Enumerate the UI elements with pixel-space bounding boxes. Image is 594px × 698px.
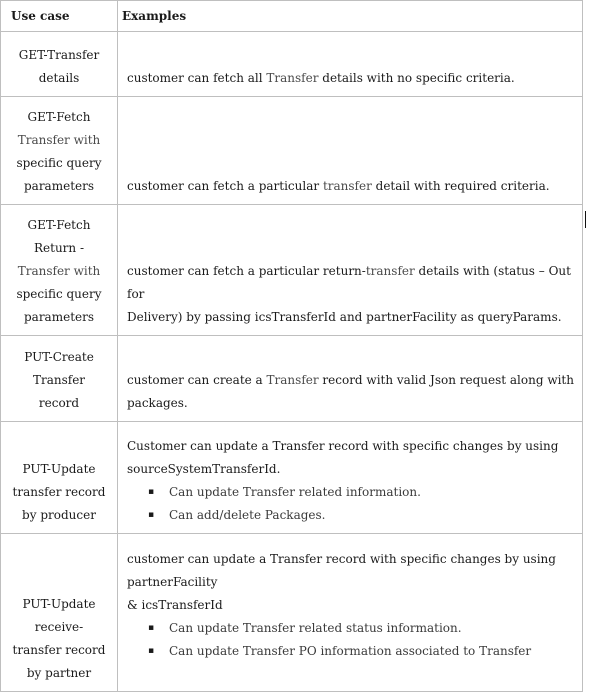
use-case-cell — [1, 32, 118, 97]
example-cell — [118, 97, 583, 205]
use-case-line: parameters — [23, 310, 95, 324]
example-line: & icsTransferId — [127, 598, 223, 612]
example-text: record with valid Json request along with packages. — [127, 373, 574, 410]
header-row — [1, 1, 583, 32]
use-case-cell — [1, 205, 118, 336]
use-case-line: GET-Fetch — [27, 218, 91, 232]
example-text: customer can fetch all — [127, 71, 267, 85]
use-case-line: specific query — [16, 156, 102, 170]
use-case-line: GET-Fetch — [27, 110, 91, 124]
use-case-line: parameters — [23, 179, 95, 193]
bullet-item: ▪ Can update Transfer PO information associated to Transfer — [169, 640, 574, 663]
use-case-line: Transfer with — [17, 264, 101, 278]
use-case-line-text: Transfer with — [17, 133, 101, 147]
table-row — [1, 534, 583, 692]
example-cell — [118, 422, 583, 534]
header-use-case: Use case — [1, 1, 118, 32]
example-highlight: transfer — [322, 179, 372, 193]
table-row — [1, 32, 583, 97]
use-case-line: Transfer — [32, 373, 86, 387]
use-case-cell — [1, 534, 118, 692]
bullet-item: ▪ Can update Transfer related information. — [169, 481, 574, 504]
example-cell — [118, 205, 583, 336]
example-line: sourceSystemTransferId. — [127, 462, 281, 476]
example-cell — [118, 32, 583, 97]
example-text: customer can create a — [127, 373, 267, 387]
use-case-line: by producer — [22, 508, 96, 522]
example-text: details with no specific criteria. — [318, 71, 515, 85]
use-case-line: record — [38, 396, 80, 410]
example-text: detail with required criteria. — [371, 179, 550, 193]
use-case-line — [7, 129, 111, 152]
example-text: details with (status – Out for — [127, 264, 571, 301]
use-case-line: receive- — [34, 620, 84, 634]
table-row — [1, 422, 583, 534]
bullet-item: ▪ Can update Transfer related status information. — [169, 617, 574, 640]
table-row — [1, 205, 583, 336]
use-case-line: PUT-Update — [22, 462, 96, 476]
example-highlight: Transfer — [266, 373, 319, 387]
text-cursor — [585, 211, 586, 228]
use-case-line: by partner — [26, 666, 92, 680]
use-case-line: PUT-Update — [22, 597, 96, 611]
example-text: customer can fetch a particular return- — [127, 264, 366, 278]
use-case-line: GET-Transfer — [18, 48, 100, 62]
header-examples: Examples — [118, 1, 583, 32]
example-text: customer can fetch a particular — [127, 179, 323, 193]
use-case-line: Return - — [33, 241, 85, 255]
bullet-item: ▪ Can add/delete Packages. — [169, 504, 574, 527]
table-row — [1, 336, 583, 422]
example-cell — [118, 336, 583, 422]
example-cell — [118, 534, 583, 692]
bullet-list — [127, 481, 574, 527]
use-case-line: PUT-Create — [24, 350, 94, 364]
use-case-line: specific query — [16, 287, 102, 301]
example-line: Delivery) by passing icsTransferId and partnerFacility as queryParams. — [127, 310, 562, 324]
use-case-cell — [1, 336, 118, 422]
example-line: customer can update a Transfer record with specific changes by using partnerFacility — [127, 552, 556, 589]
use-case-line: transfer record — [12, 643, 106, 657]
table-row — [1, 97, 583, 205]
use-case-line: details — [38, 71, 80, 85]
example-line: Customer can update a Transfer record with specific changes by using — [127, 439, 559, 453]
use-case-cell — [1, 97, 118, 205]
example-highlight: transfer — [365, 264, 415, 278]
example-highlight: Transfer — [266, 71, 319, 85]
example-line — [127, 260, 574, 306]
use-case-line: transfer record — [12, 485, 106, 499]
bullet-list — [127, 617, 574, 663]
use-case-cell — [1, 422, 118, 534]
